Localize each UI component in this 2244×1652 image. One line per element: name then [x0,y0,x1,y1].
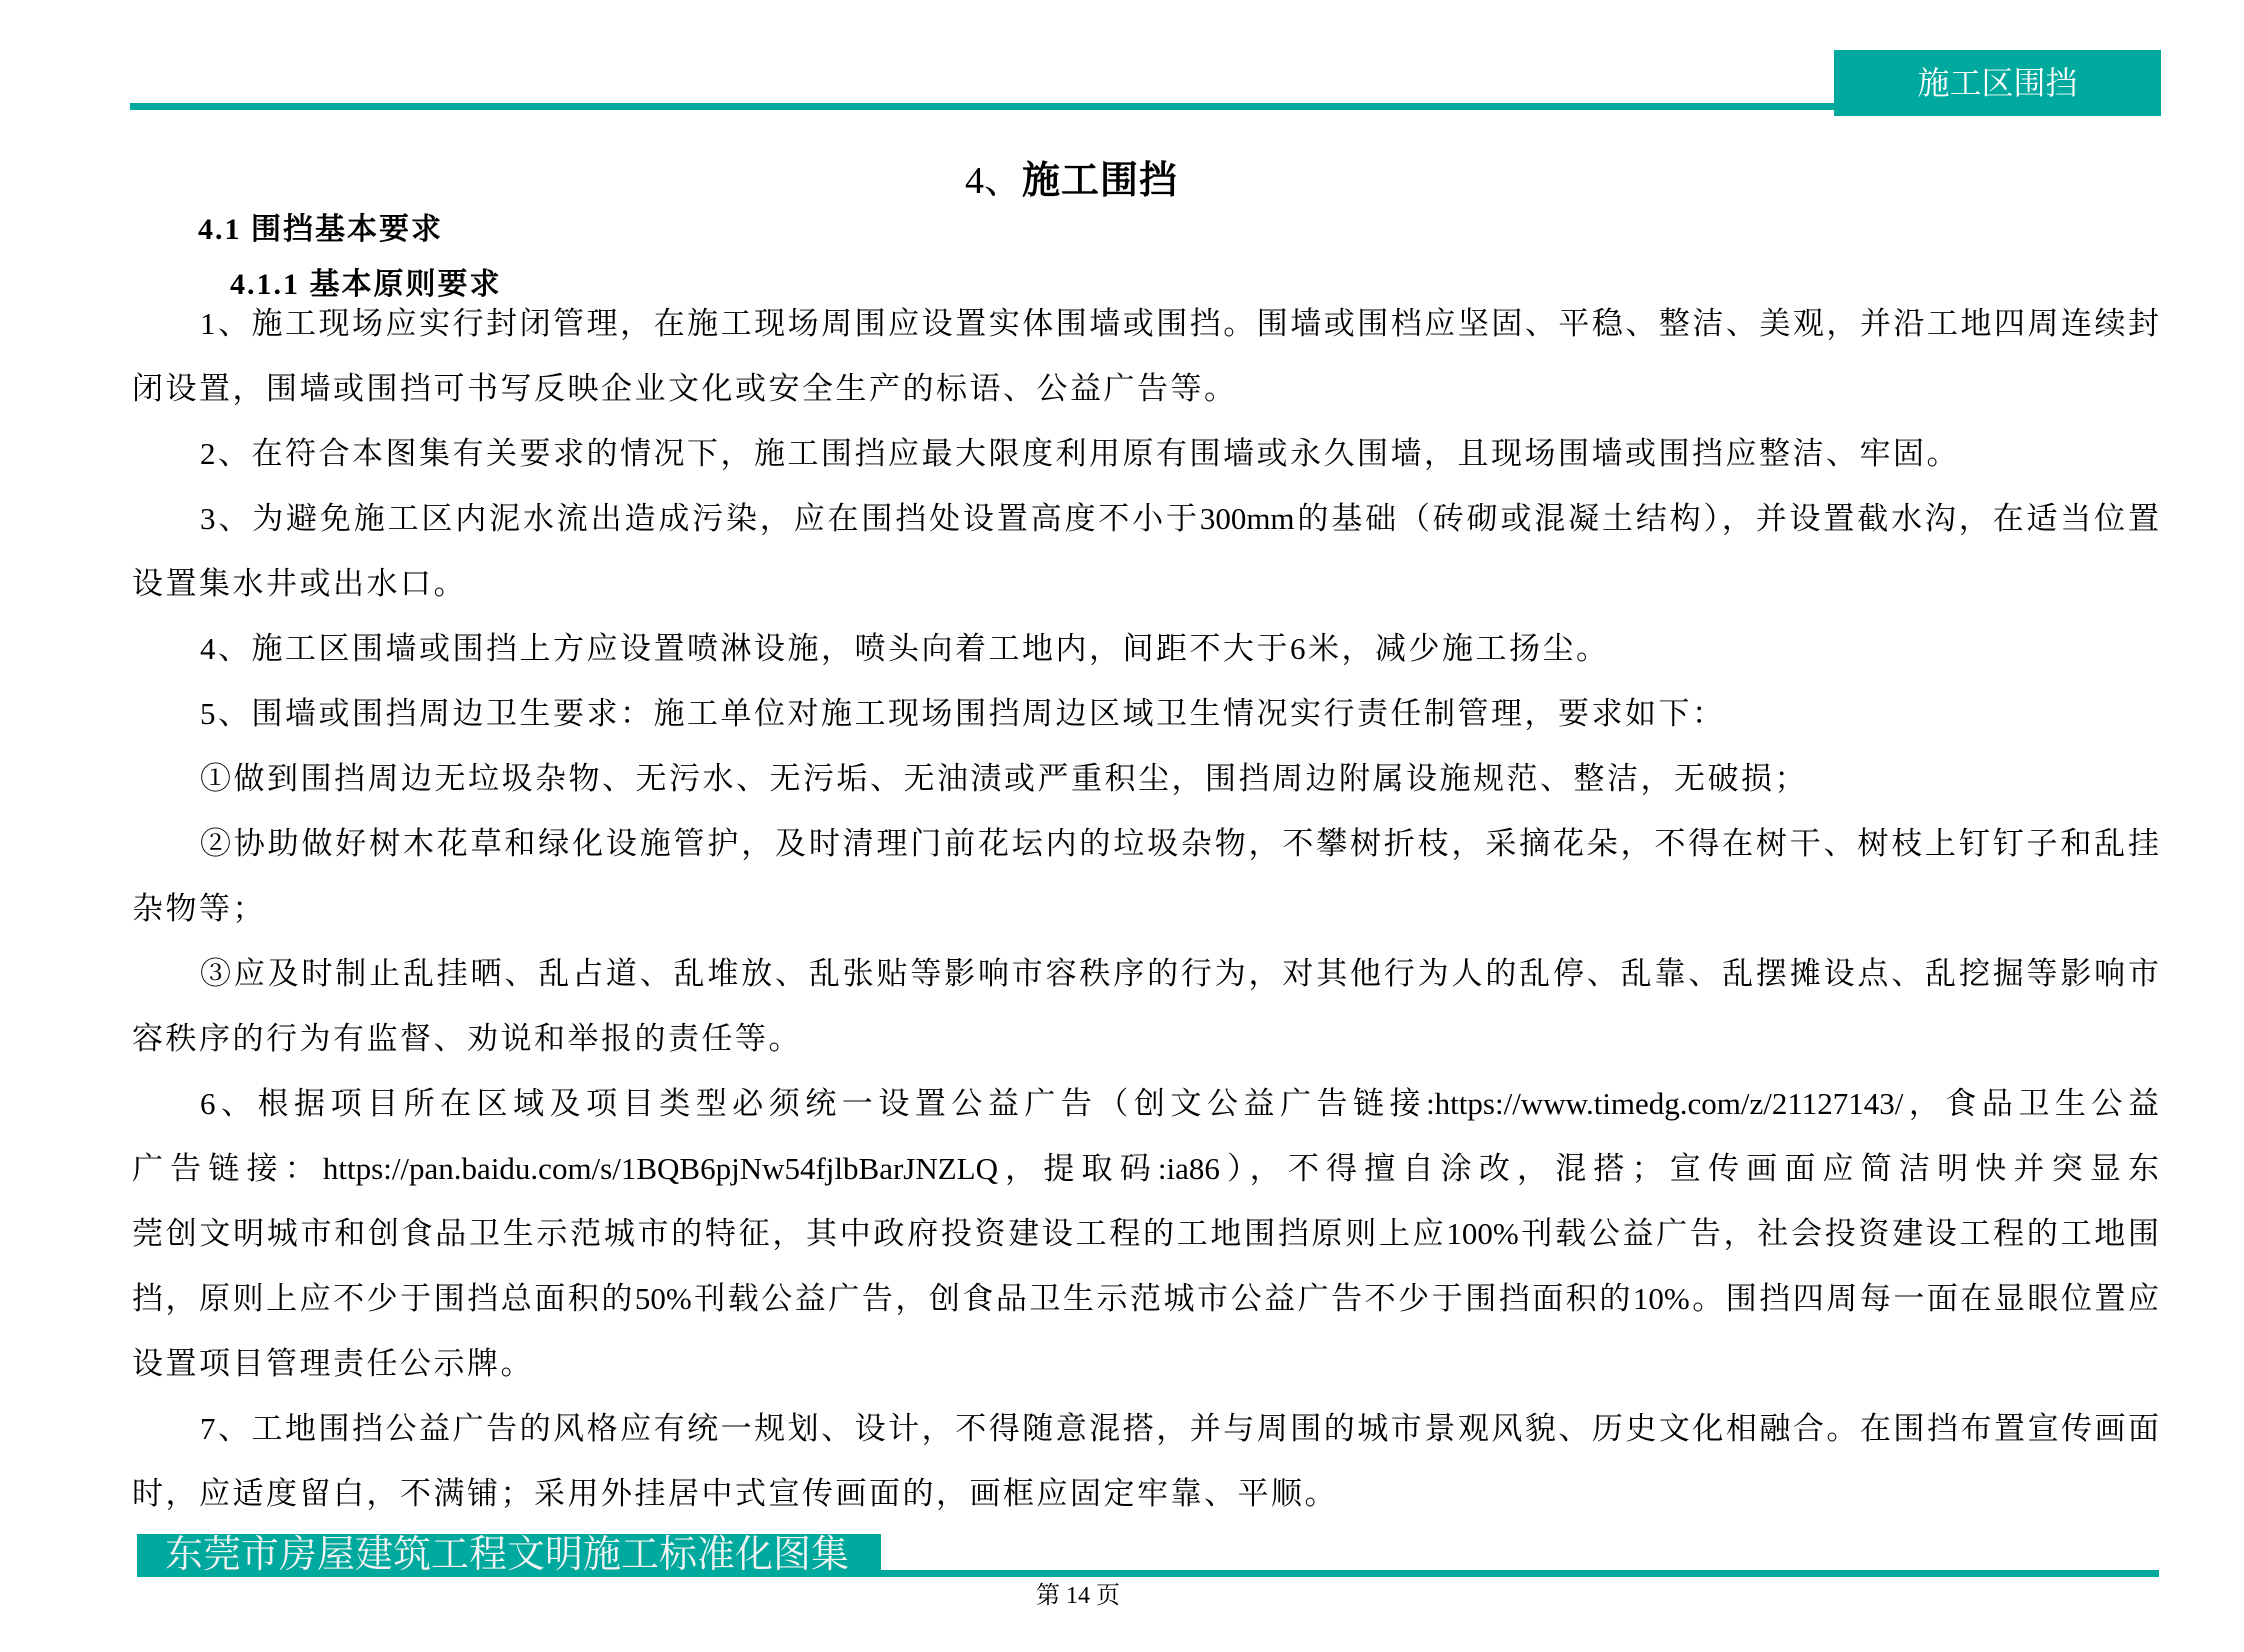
paragraph-1 [132,291,2159,421]
paragraph-2 [132,421,2159,486]
page-number: 第 14 页 [1036,1583,1120,1609]
text-line: 5、围墙或围挡周边卫生要求：施工单位对施工现场围挡周边区域卫生情况实行责任制管理，要求如下： [200,696,1726,731]
text-line: 时，应适度留白，不满铺；采用外挂居中式宣传画面的，画框应固定牢靠、平顺。 [132,1476,1338,1511]
section-tab: 施工区围挡 [1834,50,2161,116]
paragraph-3 [132,486,2159,616]
text-line: 设置项目管理责任公示牌。 [132,1346,534,1381]
paragraph-6 [132,1071,2159,1396]
title-text: 施工围挡 [1022,160,1179,202]
body-text [132,291,2159,1526]
text-line: 杂物等； [132,891,266,926]
paragraph-7 [132,1396,2159,1526]
text-line: 6、根据项目所在区域及项目类型必须统一设置公益广告（创文公益广告链接:https://www.timedg.com/z/21127143/，食品卫生公益 [200,1086,2159,1121]
text-line: 设置集水井或出水口。 [132,566,467,601]
text-line: 2、在符合本图集有关要求的情况下，施工围挡应最大限度利用原有围墙或永久围墙，且现场围墙或围挡应整洁、牢固。 [200,436,1960,471]
text-line: 3、为避免施工区内泥水流出造成污染，应在围挡处设置高度不小于300mm的基础（砖砌或混凝土结构），并设置截水沟，在适当位置 [200,501,2159,536]
paragraph-4 [132,616,2159,681]
text-line: 容秩序的行为有监督、劝说和举报的责任等。 [132,1021,802,1056]
text-line: 闭设置，围墙或围挡可书写反映企业文化或安全生产的标语、公益广告等。 [132,371,1238,406]
text-line: ②协助做好树木花草和绿化设施管护，及时清理门前花坛内的垃圾杂物，不攀树折枝，采摘花朵，不得在树干、树枝上钉钉子和乱挂 [200,826,2159,861]
text-line: ①做到围挡周边无垃圾杂物、无污水、无污垢、无油渍或严重积尘，围挡周边附属设施规范、整洁，无破损； [200,761,1808,796]
sub-item-3 [132,941,2159,1071]
section-heading: 4.1 围挡基本要求 [198,213,443,246]
text-line: 7、工地围挡公益广告的风格应有统一规划、设计，不得随意混搭，并与周围的城市景观风貌、历史文化相融合。在围挡布置宣传画面 [200,1411,2159,1446]
text-line: 4、施工区围墙或围挡上方应设置喷淋设施，喷头向着工地内，间距不大于6米，减少施工扬尘。 [200,631,1610,666]
text-line: ③应及时制止乱挂晒、乱占道、乱堆放、乱张贴等影响市容秩序的行为，对其他行为人的乱停、乱靠、乱摆摊设点、乱挖掘等影响市 [200,956,2159,991]
page-title [965,156,1178,206]
footer-book-title: 东莞市房屋建筑工程文明施工标准化图集 [137,1534,881,1577]
footer-rule [881,1570,2159,1577]
subsection-heading: 4.1.1 基本原则要求 [230,268,502,301]
text-line: 挡，原则上应不少于围挡总面积的50%刊载公益广告，创食品卫生示范城市公益广告不少于围挡面积的10%。围挡四周每一面在显眼位置应 [132,1281,2159,1316]
text-line: 广告链接：https://pan.baidu.com/s/1BQB6pjNw54fjlbBarJNZLQ，提取码:ia86），不得擅自涂改，混搭；宣传画面应简洁明快并突显东 [132,1151,2159,1186]
text-line: 莞创文明城市和创食品卫生示范城市的特征，其中政府投资建设工程的工地围挡原则上应100%刊载公益广告，社会投资建设工程的工地围 [132,1216,2159,1251]
paragraph-5 [132,681,2159,746]
text-line: 1、施工现场应实行封闭管理，在施工现场周围应设置实体围墙或围挡。围墙或围档应坚固、平稳、整洁、美观，并沿工地四周连续封 [200,306,2159,341]
sub-item-2 [132,811,2159,941]
title-number: 4、 [965,160,1023,202]
sub-item-1 [132,746,2159,811]
